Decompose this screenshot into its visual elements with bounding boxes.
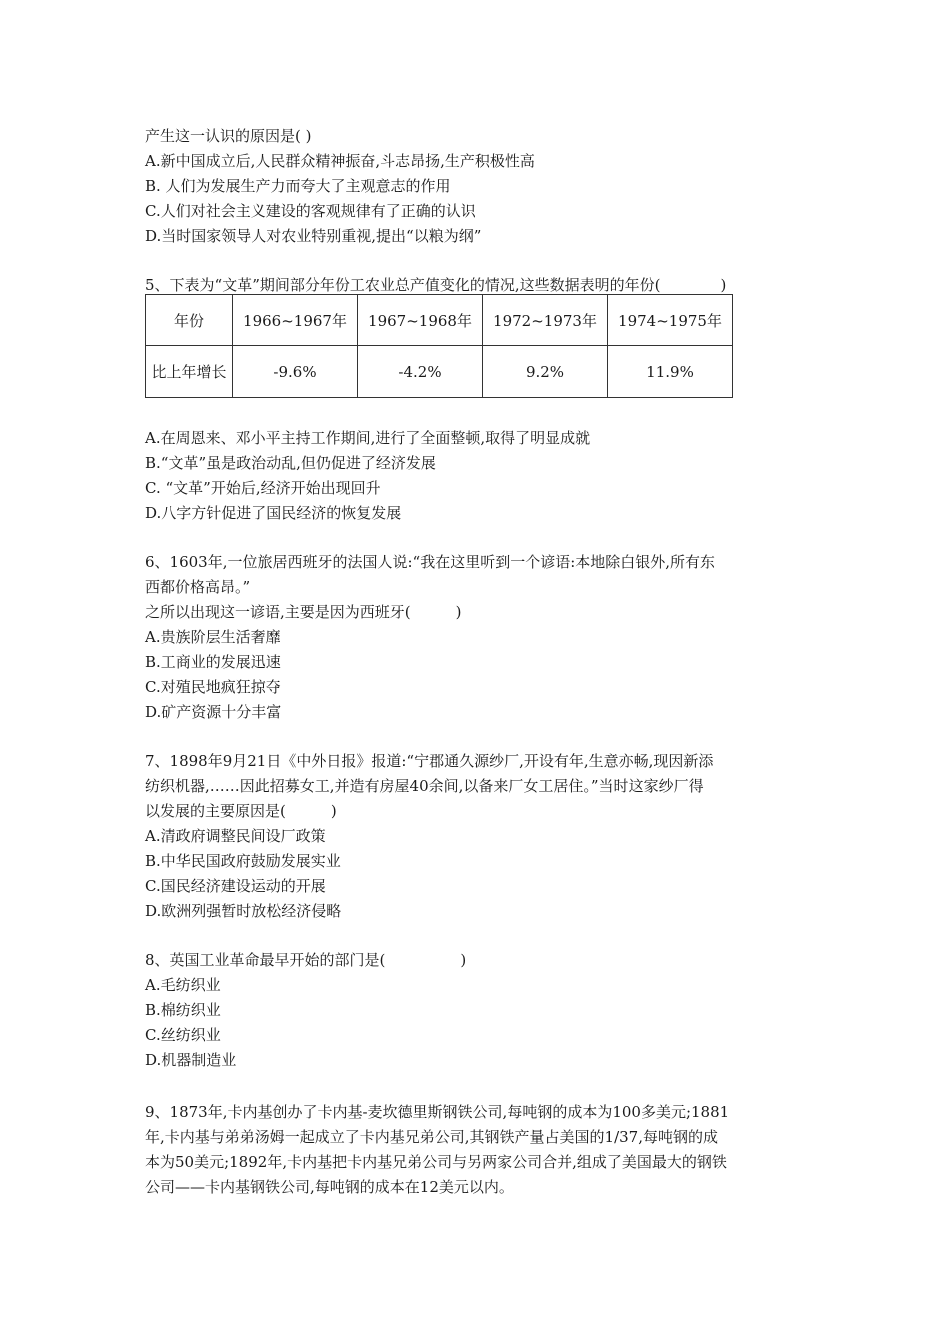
table-row-label: 比上年增长 [146,346,233,398]
q5-option-a: A.在周恩来、邓小平主持工作期间,进行了全面整顿,取得了明显成就 [145,429,591,447]
q4-stem: 产生这一认识的原因是( ) [145,127,312,145]
q9-stem-line: 本为50美元;1892年,卡内基把卡内基兄弟公司与另两家公司合并,组成了美国最大的钢铁 [145,1153,727,1171]
q8-stem: 8、英国工业革命最早开始的部门是( ) [145,951,467,969]
q7-option-d: D.欧洲列强暂时放松经济侵略 [145,902,342,920]
q4-option-b: B. 人们为发展生产力而夸大了主观意志的作用 [145,177,451,195]
q7-option-a: A.清政府调整民间设厂政策 [145,827,326,845]
q5-stem: 5、下表为“文革”期间部分年份工农业总产值变化的情况,这些数据表明的年份( ) [145,276,727,294]
q4-option-c: C.人们对社会主义建设的客观规律有了正确的认识 [145,202,476,220]
q5-option-c: C. “文革”开始后,经济开始出现回升 [145,479,381,497]
q9-stem-line: 年,卡内基与弟弟汤姆一起成立了卡内基兄弟公司,其钢铁产量占美国的1/37,每吨钢的成 [145,1128,718,1146]
q4-option-a: A.新中国成立后,人民群众精神振奋,斗志昂扬,生产积极性高 [145,152,535,170]
q6-option-a: A.贵族阶层生活奢靡 [145,628,281,646]
q9-stem-line: 9、1873年,卡内基创办了卡内基-麦坎德里斯钢铁公司,每吨钢的成本为100多美元;1881 [145,1103,730,1121]
table-header-cell: 年份 [146,295,233,346]
q6-stem-line: 6、1603年,一位旅居西班牙的法国人说:“我在这里听到一个谚语:本地除白银外,所有东 [145,553,716,571]
table-row [146,346,733,398]
q7-stem-line: 纺织机器,……因此招募女工,并造有房屋40余间,以备来厂女工居住。”当时这家纱厂得 [145,777,704,795]
q7-stem-line: 7、1898年9月21日《中外日报》报道:“宁郡通久源纱厂,开设有年,生意亦畅,现因新添 [145,752,714,770]
table-cell: 9.2% [483,346,608,398]
table-cell: -4.2% [358,346,483,398]
table-cell: 11.9% [608,346,733,398]
q7-stem-line: 以发展的主要原因是( ) [145,802,337,820]
q6-option-d: D.矿产资源十分丰富 [145,703,282,721]
q5-option-b: B.“文革”虽是政治动乱,但仍促进了经济发展 [145,454,436,472]
q8-option-b: B.棉纺织业 [145,1001,221,1019]
table-cell: -9.6% [233,346,358,398]
table-header-cell: 1966~1967年 [233,295,358,346]
q9-stem-line: 公司——卡内基钢铁公司,每吨钢的成本在12美元以内。 [145,1178,514,1196]
table-header-row [146,295,733,346]
q7-option-b: B.中华民国政府鼓励发展实业 [145,852,341,870]
q5-data-table [145,294,733,398]
q6-option-c: C.对殖民地疯狂掠夺 [145,678,281,696]
table-header-cell: 1972~1973年 [483,295,608,346]
q7-option-c: C.国民经济建设运动的开展 [145,877,326,895]
q8-option-d: D.机器制造业 [145,1051,237,1069]
q6-option-b: B.工商业的发展迅速 [145,653,281,671]
q6-stem-line: 西都价格高昂。” [145,578,251,596]
q5-option-d: D.八字方针促进了国民经济的恢复发展 [145,504,402,522]
table-header-cell: 1967~1968年 [358,295,483,346]
q8-option-a: A.毛纺织业 [145,976,221,994]
table-header-cell: 1974~1975年 [608,295,733,346]
q6-stem-line: 之所以出现这一谚语,主要是因为西班牙( ) [145,603,462,621]
q4-option-d: D.当时国家领导人对农业特别重视,提出“以粮为纲” [145,227,482,245]
q8-option-c: C.丝纺织业 [145,1026,221,1044]
